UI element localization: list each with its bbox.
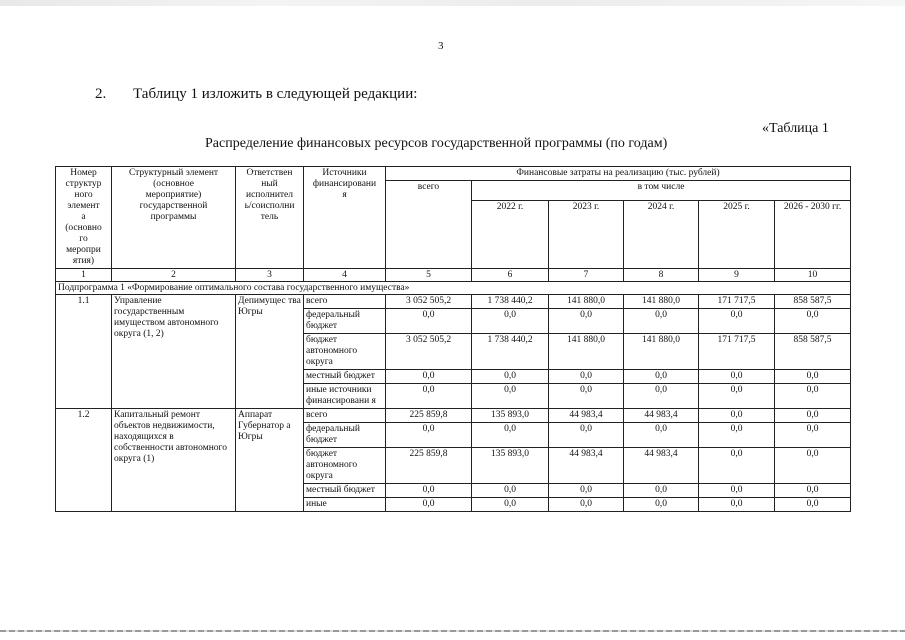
- value-cell: 0,0: [775, 423, 851, 448]
- value-cell: 0,0: [699, 370, 775, 384]
- header-number: [56, 167, 112, 269]
- scan-edge-bottom: [0, 630, 905, 632]
- header-line: ь/соисполни: [244, 201, 295, 211]
- subprogram-row: [56, 282, 851, 295]
- funding-source: всего: [304, 409, 386, 423]
- value-cell: 0,0: [549, 498, 624, 512]
- header-total: всего: [386, 181, 472, 269]
- funding-source: местный бюджет: [304, 370, 386, 384]
- header-line: а: [81, 212, 86, 222]
- value-cell: 225 859,8: [386, 409, 472, 423]
- header-line: структур: [65, 179, 102, 189]
- value-cell: 0,0: [624, 423, 699, 448]
- header-line: меропри: [66, 245, 101, 255]
- value-cell: 0,0: [549, 309, 624, 334]
- value-cell: 141 880,0: [624, 295, 699, 309]
- value-cell: 135 893,0: [472, 448, 549, 484]
- value-cell: 0,0: [549, 484, 624, 498]
- header-line: элемент: [67, 201, 100, 211]
- header-line: Структурный элемент: [128, 168, 219, 178]
- item-name: Управление государственным имуществом автономного округа (1, 2): [112, 295, 236, 409]
- value-cell: 44 983,4: [624, 448, 699, 484]
- value-cell: 0,0: [775, 448, 851, 484]
- value-cell: 0,0: [386, 423, 472, 448]
- header-line: ятия): [72, 256, 95, 266]
- value-cell: 858 587,5: [775, 334, 851, 370]
- header-line: государственной: [139, 201, 208, 211]
- header-sources: [304, 167, 386, 269]
- item-executor: Депимущес тва Югры: [236, 295, 304, 409]
- value-cell: 0,0: [549, 384, 624, 409]
- value-cell: 0,0: [472, 484, 549, 498]
- funding-source: федеральный бюджет: [304, 309, 386, 334]
- header-line: мероприятие): [145, 190, 202, 200]
- funding-source: всего: [304, 295, 386, 309]
- value-cell: 0,0: [472, 370, 549, 384]
- value-cell: 0,0: [775, 484, 851, 498]
- value-cell: 0,0: [624, 498, 699, 512]
- value-cell: 0,0: [472, 384, 549, 409]
- table-row: [56, 409, 851, 423]
- table-row: [56, 295, 851, 309]
- financial-table: [55, 166, 851, 512]
- header-line: я: [342, 190, 347, 200]
- funding-source: бюджет автономного округа: [304, 334, 386, 370]
- subprogram-title: Подпрограмма 1 «Формирование оптимального состава государственного имущества»: [56, 282, 851, 295]
- value-cell: 0,0: [386, 370, 472, 384]
- header-year: 2023 г.: [549, 201, 624, 269]
- column-number: 2: [112, 269, 236, 282]
- value-cell: 0,0: [775, 498, 851, 512]
- funding-source: местный бюджет: [304, 484, 386, 498]
- value-cell: 858 587,5: [775, 295, 851, 309]
- value-cell: 141 880,0: [549, 295, 624, 309]
- header-line: тель: [260, 212, 279, 222]
- value-cell: 44 983,4: [549, 409, 624, 423]
- value-cell: 141 880,0: [624, 334, 699, 370]
- column-number: 5: [386, 269, 472, 282]
- header-line: Ответствен: [246, 168, 293, 178]
- value-cell: 0,0: [549, 423, 624, 448]
- header-line: ный: [261, 179, 278, 189]
- scan-edge-top: [0, 0, 905, 6]
- column-number: 4: [304, 269, 386, 282]
- value-cell: 0,0: [386, 498, 472, 512]
- value-cell: 0,0: [699, 448, 775, 484]
- column-number: 7: [549, 269, 624, 282]
- value-cell: 0,0: [699, 309, 775, 334]
- value-cell: 0,0: [699, 409, 775, 423]
- table-reference: «Таблица 1: [762, 121, 829, 136]
- value-cell: 0,0: [775, 384, 851, 409]
- value-cell: 0,0: [472, 309, 549, 334]
- column-number: 10: [775, 269, 851, 282]
- item-name: Капитальный ремонт объектов недвижимости, находящихся в собственности автономного округа (1): [112, 409, 236, 512]
- column-number: 1: [56, 269, 112, 282]
- value-cell: 0,0: [775, 309, 851, 334]
- value-cell: 0,0: [699, 484, 775, 498]
- value-cell: 0,0: [699, 423, 775, 448]
- funding-source: федеральный бюджет: [304, 423, 386, 448]
- header-including: в том числе: [472, 181, 851, 201]
- header-year: 2024 г.: [624, 201, 699, 269]
- value-cell: 0,0: [699, 498, 775, 512]
- header-line: (основно: [65, 223, 102, 233]
- header-line: Номер: [70, 168, 97, 178]
- item-number: 1.1: [56, 295, 112, 409]
- header-year: 2026 - 2030 гг.: [775, 201, 851, 269]
- header-element: [112, 167, 236, 269]
- value-cell: 3 052 505,2: [386, 295, 472, 309]
- value-cell: 0,0: [624, 309, 699, 334]
- table-title: Распределение финансовых ресурсов государственной программы (по годам): [205, 136, 668, 151]
- value-cell: 0,0: [549, 370, 624, 384]
- value-cell: 0,0: [775, 409, 851, 423]
- value-cell: 1 738 440,2: [472, 334, 549, 370]
- value-cell: 141 880,0: [549, 334, 624, 370]
- value-cell: 0,0: [699, 384, 775, 409]
- instruction-number: 2.: [95, 86, 107, 102]
- value-cell: 44 983,4: [549, 448, 624, 484]
- value-cell: 0,0: [472, 423, 549, 448]
- value-cell: 171 717,5: [699, 334, 775, 370]
- value-cell: 135 893,0: [472, 409, 549, 423]
- header-line: финансировани: [312, 179, 377, 189]
- header-year: 2025 г.: [699, 201, 775, 269]
- value-cell: 171 717,5: [699, 295, 775, 309]
- header-line: го: [79, 234, 88, 244]
- header-row-1: [56, 167, 851, 181]
- header-executor: [236, 167, 304, 269]
- instruction: [95, 86, 417, 103]
- item-number: 1.2: [56, 409, 112, 512]
- header-year: 2022 г.: [472, 201, 549, 269]
- column-number: 3: [236, 269, 304, 282]
- value-cell: 0,0: [775, 370, 851, 384]
- header-line: программы: [150, 212, 197, 222]
- value-cell: 0,0: [624, 384, 699, 409]
- column-number: 9: [699, 269, 775, 282]
- column-number: 8: [624, 269, 699, 282]
- value-cell: 0,0: [472, 498, 549, 512]
- column-number-row: [56, 269, 851, 282]
- funding-source: бюджет автономного округа: [304, 448, 386, 484]
- funding-source: иные источники финансировани я: [304, 384, 386, 409]
- header-line: ного: [74, 190, 93, 200]
- value-cell: 0,0: [624, 370, 699, 384]
- header-line: (основное: [153, 179, 194, 189]
- value-cell: 3 052 505,2: [386, 334, 472, 370]
- value-cell: 0,0: [624, 484, 699, 498]
- value-cell: 0,0: [386, 309, 472, 334]
- value-cell: 1 738 440,2: [472, 295, 549, 309]
- instruction-text: Таблицу 1 изложить в следующей редакции:: [133, 86, 418, 102]
- header-line: Источники: [322, 168, 367, 178]
- funding-source: иные: [304, 498, 386, 512]
- header-costs: Финансовые затраты на реализацию (тыс. рублей): [386, 167, 851, 181]
- value-cell: 0,0: [386, 384, 472, 409]
- item-executor: Аппарат Губернатор а Югры: [236, 409, 304, 512]
- header-line: исполнител: [245, 190, 294, 200]
- value-cell: 44 983,4: [624, 409, 699, 423]
- column-number: 6: [472, 269, 549, 282]
- value-cell: 0,0: [386, 484, 472, 498]
- page-number: 3: [438, 40, 444, 52]
- value-cell: 225 859,8: [386, 448, 472, 484]
